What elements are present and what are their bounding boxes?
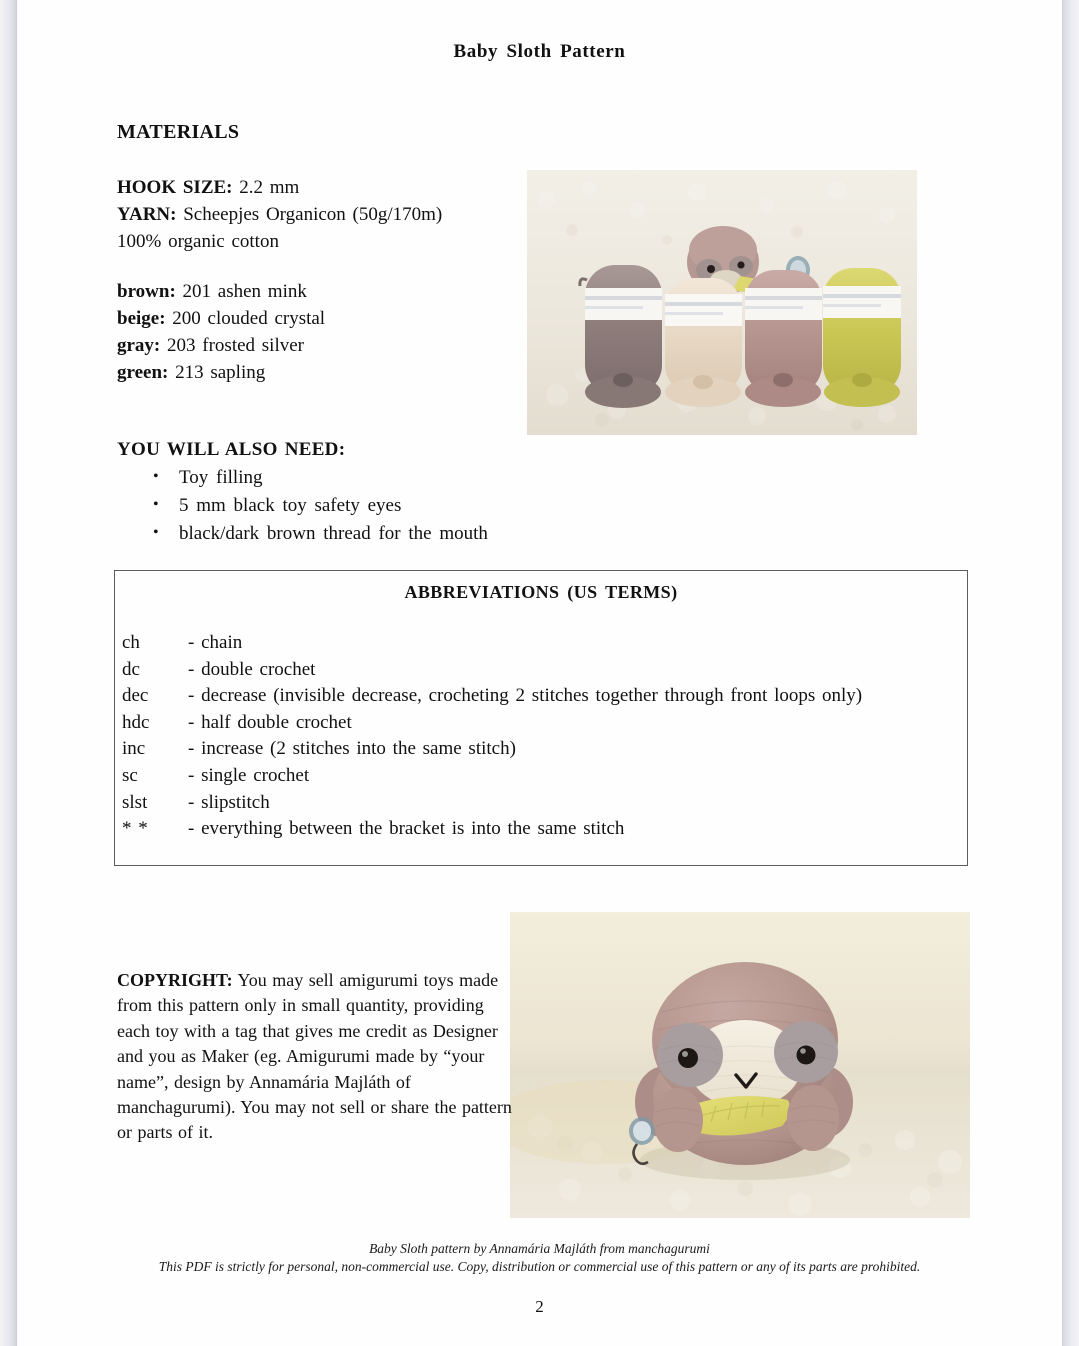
color-line-beige: [117, 305, 537, 332]
abbrev-term: dec: [122, 685, 149, 707]
page-title: Baby Sloth Pattern: [453, 41, 626, 62]
yarn-line: [117, 201, 537, 228]
table-row: [122, 816, 962, 843]
spacer: [117, 255, 537, 278]
table-row: [122, 657, 962, 684]
table-row: [122, 630, 962, 657]
color-value-brown: 201 ashen mink: [182, 281, 307, 302]
hook-size-value: 2.2 mm: [239, 177, 300, 198]
color-value-gray: 203 frosted silver: [167, 335, 304, 356]
abbrev-term: inc: [122, 738, 146, 760]
also-need-heading: YOU WILL ALSO NEED:: [117, 439, 346, 460]
copyright-label: COPYRIGHT:: [117, 970, 233, 990]
list-item: [117, 520, 617, 548]
sloth-photo: [510, 912, 970, 1218]
abbrev-term: * *: [122, 818, 148, 840]
yarn-photo: [527, 170, 917, 435]
bullet-icon: •: [153, 468, 159, 485]
materials-list: [117, 174, 537, 386]
abbreviations-table: [114, 570, 968, 866]
yarn-photo-graphic: [527, 170, 917, 435]
page-number: 2: [535, 1297, 544, 1316]
bullet-icon: •: [153, 496, 159, 513]
abbrev-term: sc: [122, 764, 138, 786]
list-item: [117, 464, 617, 492]
copyright-text: You may sell amigurumi toys made from this pattern only in small quantity, providing each toy with a tag that gives me credit as Designer and you as Maker (eg. Amigurumi made by “your name”, design by Annamária Majláth of manchagurumi). You may not sell or share the pattern or parts of it.: [117, 970, 512, 1143]
table-row: [122, 736, 962, 763]
list-item-label: 5 mm black toy safety eyes: [179, 495, 402, 516]
abbrev-definition: - decrease (invisible decrease, crocheting 2 stitches together through front loops only): [188, 685, 862, 706]
scan-edge-left: [0, 0, 17, 1346]
abbrev-definition: - increase (2 stitches into the same stitch): [188, 738, 516, 759]
table-row: [122, 790, 962, 817]
color-label-brown: brown:: [117, 281, 176, 302]
abbrev-definition: - chain: [188, 632, 242, 653]
footer-credit-line: Baby Sloth pattern by Annamária Majláth from manchagurumi: [369, 1241, 710, 1256]
materials-heading: MATERIALS: [117, 121, 240, 143]
list-item: [117, 492, 617, 520]
yarn-fiber-line: 100% organic cotton: [117, 231, 279, 252]
color-line-green: [117, 359, 537, 386]
abbreviations-title: ABBREVIATIONS (US TERMS): [404, 582, 678, 602]
color-value-green: 213 sapling: [175, 362, 266, 383]
color-value-beige: 200 clouded crystal: [172, 308, 326, 329]
page-footer: [17, 1240, 1062, 1276]
color-line-brown: [117, 278, 537, 305]
yarn-label: YARN:: [117, 204, 177, 225]
footer-license-line: This PDF is strictly for personal, non-commercial use. Copy, distribution or commercial use of this pattern or any of its parts are prohibited.: [158, 1259, 921, 1274]
abbrev-definition: - half double crochet: [188, 712, 352, 733]
abbrev-term: ch: [122, 632, 140, 653]
hook-size-line: [117, 174, 537, 201]
yarn-value: Scheepjes Organicon (50g/170m): [183, 204, 443, 225]
abbrev-definition: - single crochet: [188, 765, 309, 786]
abbrev-term: dc: [122, 658, 140, 680]
color-line-gray: [117, 332, 537, 359]
bullet-icon: •: [153, 524, 159, 541]
abbreviations-rows: [122, 630, 962, 843]
color-label-beige: beige:: [117, 308, 166, 329]
abbrev-term: hdc: [122, 711, 150, 733]
table-row: [122, 710, 962, 737]
table-row: [122, 683, 962, 710]
scan-edge-right: [1062, 0, 1079, 1346]
list-item-label: black/dark brown thread for the mouth: [179, 523, 488, 544]
list-item-label: Toy filling: [179, 467, 263, 488]
hook-size-label: HOOK SIZE:: [117, 177, 233, 198]
abbrev-definition: - everything between the bracket is into the same stitch: [188, 818, 624, 839]
abbrev-definition: - slipstitch: [188, 792, 270, 813]
abbrev-term: slst: [122, 791, 148, 813]
table-row: [122, 763, 962, 790]
also-need-list: [117, 464, 617, 548]
abbrev-definition: - double crochet: [188, 659, 315, 680]
pdf-page: [17, 0, 1062, 1346]
copyright-paragraph: [117, 968, 515, 1146]
color-label-gray: gray:: [117, 335, 161, 356]
sloth-photo-graphic: [510, 912, 970, 1218]
color-label-green: green:: [117, 362, 169, 383]
